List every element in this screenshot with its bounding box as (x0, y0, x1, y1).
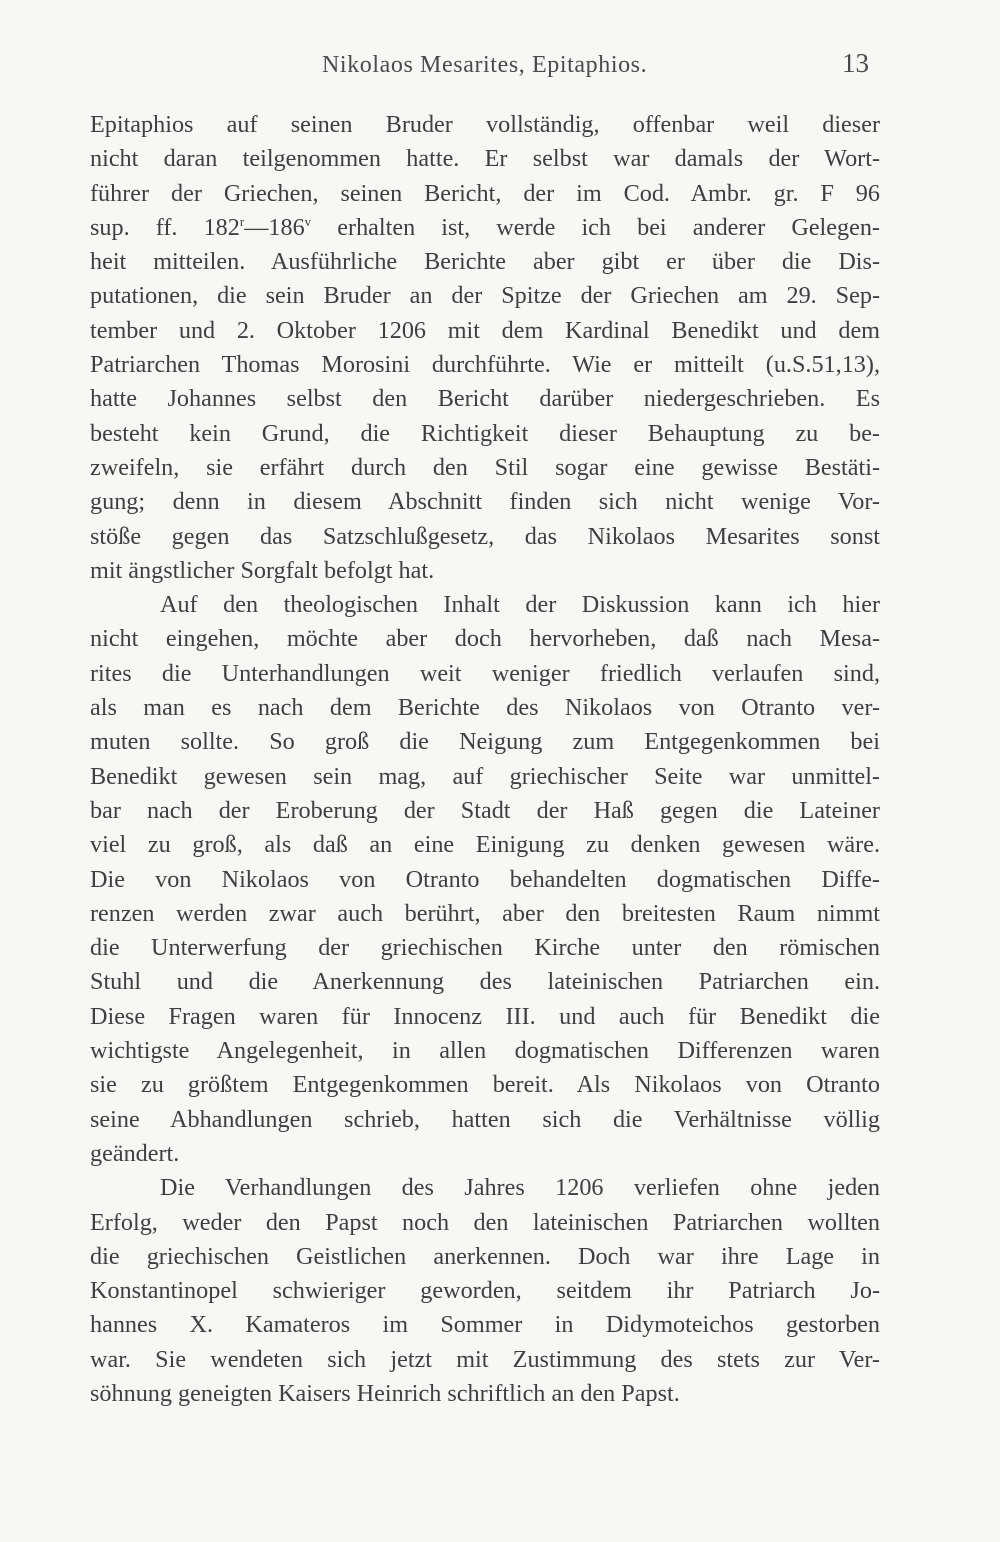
text-line-folio (90, 211, 880, 245)
paragraph-start-line: Die Verhandlungen des Jahres 1206 verliefen ohne jeden (160, 1174, 880, 1202)
text-line: heit mitteilen. Ausführliche Berichte aber gibt er über die Dis- (90, 248, 880, 276)
text-line: die griechischen Geistlichen anerkennen. Doch war ihre Lage in (90, 1242, 880, 1270)
text-line: muten sollte. So groß die Neigung zum Entgegenkommen bei (90, 728, 880, 756)
text-line: Epitaphios auf seinen Bruder vollständig, offenbar weil dieser (90, 111, 880, 138)
superscript-verso: v (304, 213, 312, 229)
text-line: seine Abhandlungen schrieb, hatten sich die Verhältnisse völlig (90, 1105, 880, 1133)
text-line: führer der Griechen, seinen Bericht, der im Cod. Ambr. gr. F 96 (90, 179, 880, 207)
paragraph-end-line: mit ängstlicher Sorgfalt befolgt hat. (90, 556, 435, 584)
page-number: 13 (842, 48, 869, 78)
text-line: Stuhl und die Anerkennung des lateinischen Patriarchen ein. (90, 968, 880, 996)
page-header (0, 48, 1000, 88)
folio-text-dash: —186 (244, 213, 305, 241)
text-line: besteht kein Grund, die Richtigkeit dieser Behauptung zu be- (90, 419, 880, 447)
text-line: Diese Fragen waren für Innocenz III. und auch für Benedikt die (90, 1002, 880, 1030)
text-line: hannes X. Kamateros im Sommer in Didymoteichos gestorben (90, 1311, 880, 1339)
text-line: Erfolg, weder den Papst noch den lateinischen Patriarchen wollten (90, 1208, 880, 1236)
text-line: zweifeln, sie erfährt durch den Stil sogar eine gewisse Bestäti- (90, 453, 880, 481)
body-text (90, 108, 880, 1411)
paragraph-start-line: Auf den theologischen Inhalt der Diskussion kann ich hier (160, 591, 880, 619)
text-line: nicht daran teilgenommen hatte. Er selbst war damals der Wort- (90, 145, 880, 173)
text-line: rites die Unterhandlungen weit weniger friedlich verlaufen sind, (90, 659, 880, 687)
folio-text-start: sup. ff. 182 (90, 213, 240, 241)
text-line: Benedikt gewesen sein mag, auf griechischer Seite war unmittel- (90, 762, 880, 790)
paragraph-end-line: geändert. (90, 1139, 180, 1167)
text-line: die Unterwerfung der griechischen Kirche unter den römischen (90, 934, 880, 962)
superscript-recto: r (239, 213, 245, 229)
text-line: sie zu größtem Entgegenkommen bereit. Als Nikolaos von Otranto (90, 1071, 880, 1099)
text-line: Konstantinopel schwieriger geworden, seitdem ihr Patriarch Jo- (90, 1277, 880, 1305)
text-line: nicht eingehen, möchte aber doch hervorheben, daß nach Mesa- (90, 625, 880, 653)
text-line: bar nach der Eroberung der Stadt der Haß gegen die Lateiner (90, 796, 880, 824)
text-line: stöße gegen das Satzschlußgesetz, das Nikolaos Mesarites sonst (90, 522, 880, 550)
text-line: renzen werden zwar auch berührt, aber den breitesten Raum nimmt (90, 899, 880, 927)
text-line: wichtigste Angelegenheit, in allen dogmatischen Differenzen waren (90, 1037, 880, 1065)
text-line: war. Sie wendeten sich jetzt mit Zustimmung des stets zur Ver- (90, 1345, 880, 1373)
folio-text-end: erhalten ist, werde ich bei anderer Gelegen- (311, 213, 880, 241)
text-line: putationen, die sein Bruder an der Spitze der Griechen am 29. Sep- (90, 282, 880, 310)
text-line: viel zu groß, als daß an eine Einigung zu denken gewesen wäre. (90, 831, 880, 859)
running-title: Nikolaos Mesarites, Epitaphios. (322, 52, 648, 78)
text-line: Patriarchen Thomas Morosini durchführte. Wie er mitteilt (u.S.51,13), (90, 351, 880, 379)
paragraph-end-line: söhnung geneigten Kaisers Heinrich schriftlich an den Papst. (90, 1379, 680, 1407)
text-line: hatte Johannes selbst den Bericht darüber niedergeschrieben. Es (90, 385, 880, 413)
text-line: gung; denn in diesem Abschnitt finden sich nicht wenige Vor- (90, 488, 880, 516)
text-line: Die von Nikolaos von Otranto behandelten dogmatischen Diffe- (90, 865, 880, 893)
text-line: als man es nach dem Berichte des Nikolaos von Otranto ver- (90, 694, 880, 722)
text-line: tember und 2. Oktober 1206 mit dem Kardinal Benedikt und dem (90, 316, 880, 344)
